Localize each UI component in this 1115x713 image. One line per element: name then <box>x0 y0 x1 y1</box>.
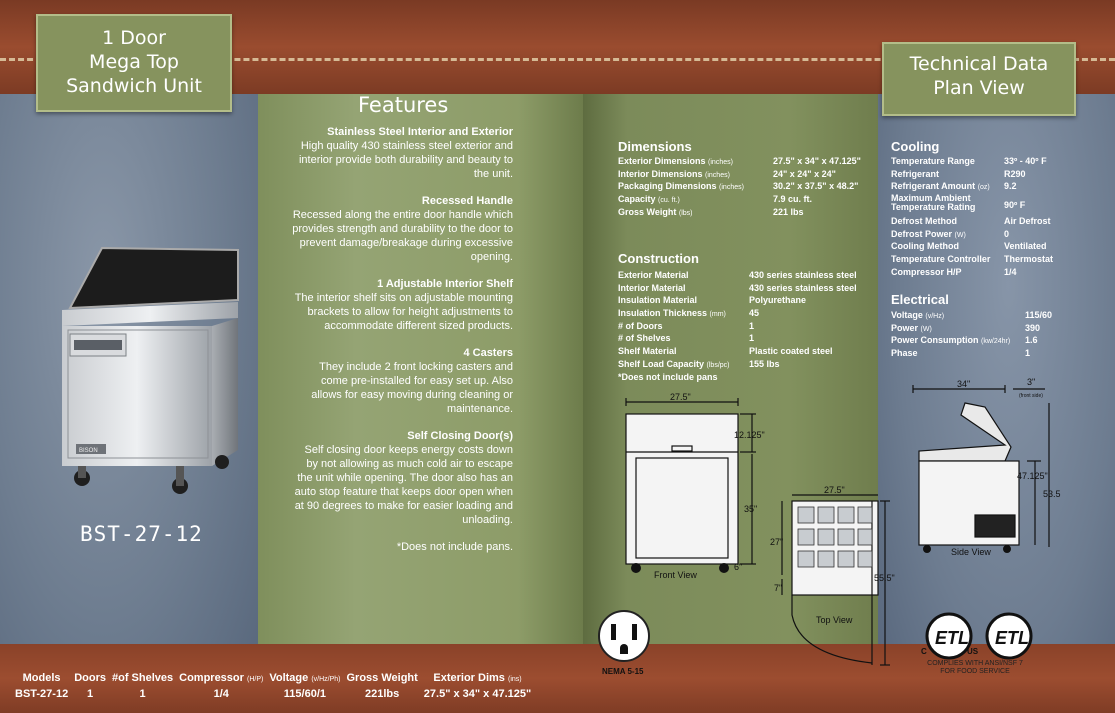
feature-text: High quality 430 stainless steel exterior and interior provide both durability and beauty to the unit. <box>298 140 513 180</box>
spec-row <box>618 359 857 372</box>
spec-value: 115/60 <box>1025 310 1053 320</box>
dimension-note: (front side) <box>1019 393 1043 399</box>
spec-label: Refrigerant Amount <box>891 181 976 192</box>
spec-label: Cooling Method <box>891 241 959 252</box>
product-title-line: Sandwich Unit <box>66 75 202 97</box>
features-list <box>290 125 513 567</box>
spec-label: Gross Weight <box>618 206 677 217</box>
dimension-label: 53.5 <box>1043 489 1061 499</box>
spec-unit: (W) <box>954 231 966 239</box>
product-title-line: Mega Top <box>89 51 179 73</box>
spec-row <box>618 181 861 194</box>
svg-text:ETL: ETL <box>935 628 969 648</box>
spec-label: Phase <box>891 348 918 359</box>
spec-value: 27.5" x 34" x 47.125" <box>773 156 861 166</box>
spec-unit: (lbs/pc) <box>706 361 730 369</box>
spec-label: # of Shelves <box>618 333 671 344</box>
spec-row <box>891 348 1052 361</box>
spec-row <box>618 207 861 220</box>
spec-label: Insulation Material <box>618 295 698 306</box>
dimensions-title: Dimensions <box>618 139 692 154</box>
spec-unit: (inches) <box>708 159 733 166</box>
spec-label: Exterior Dimensions <box>618 156 706 166</box>
spec-label: Maximum Ambient Temperature Rating <box>891 193 976 213</box>
spec-label: Power Consumption <box>891 335 979 346</box>
spec-value: 90º F <box>1004 200 1026 211</box>
spec-row <box>891 229 1053 242</box>
dimension-label: 27.5" <box>824 485 845 495</box>
footer-header: Compressor <box>179 672 244 684</box>
spec-label: Defrost Power <box>891 228 953 239</box>
spec-value: 1 <box>1025 348 1031 359</box>
drawing-caption: Top View <box>816 615 853 625</box>
dimension-label: 3" <box>1027 377 1036 387</box>
footer-cell: 221lbs <box>365 688 400 700</box>
spec-row <box>618 346 857 359</box>
brand-badge: BISON <box>79 448 98 454</box>
spec-value: 0 <box>1004 228 1010 239</box>
spec-row <box>891 335 1052 348</box>
spec-row <box>618 308 857 321</box>
spec-row <box>891 194 1053 216</box>
dimension-label: 27.5" <box>670 392 691 402</box>
feature-heading: Recessed Handle <box>421 195 513 207</box>
spec-label: Compressor H/P <box>891 266 962 277</box>
footer-cell: 1/4 <box>213 688 229 700</box>
spec-value: 221 lbs <box>773 206 804 217</box>
spec-label: Insulation Thickness <box>618 308 708 319</box>
drawing-caption: Side View <box>951 547 991 557</box>
footer-header-row <box>12 670 534 686</box>
spec-label: Shelf Material <box>618 346 677 357</box>
spec-value: Ventilated <box>1004 241 1047 252</box>
dimension-label: 47.125" <box>1017 471 1048 481</box>
footer-header: Exterior Dims <box>433 672 505 684</box>
dimension-label: 7" <box>774 583 783 593</box>
spec-value: 430 series stainless steel <box>749 282 857 293</box>
spec-row <box>618 270 857 283</box>
spec-row <box>618 295 857 308</box>
spec-row <box>618 333 857 346</box>
feature-heading: Self Closing Door(s) <box>407 430 513 442</box>
footer-header-unit: (ins) <box>507 676 522 683</box>
cert-mark: US <box>967 647 979 656</box>
footer-cell: 27.5" x 34" x 47.125" <box>423 688 532 700</box>
spec-label: Temperature Controller <box>891 254 991 265</box>
spec-label: Temperature Range <box>891 156 975 166</box>
spec-row <box>891 156 1053 169</box>
svg-text:ETL: ETL <box>995 628 1029 648</box>
footer-header: Doors <box>74 672 106 684</box>
spec-unit: (v/Hz) <box>925 313 945 320</box>
spec-value: 1 <box>749 333 755 344</box>
dimension-label: 12.125" <box>734 430 765 440</box>
spec-value: Thermostat <box>1004 254 1054 265</box>
top-view-drawing <box>770 485 895 670</box>
dimension-label: 35" <box>744 504 758 514</box>
spec-value: 1/4 <box>1004 266 1017 277</box>
spec-row <box>618 169 861 182</box>
footer-cell: 115/60/1 <box>283 688 327 700</box>
spec-value: R290 <box>1004 168 1026 179</box>
feature-heading: 1 Adjustable Interior Shelf <box>377 278 513 290</box>
spec-value: 390 <box>1025 322 1041 333</box>
construction-note: *Does not include pans <box>618 372 718 382</box>
spec-value: 24" x 24" x 24" <box>773 168 836 179</box>
spec-label: Voltage <box>891 310 923 320</box>
feature-heading: 4 Casters <box>463 347 513 359</box>
cooling-title: Cooling <box>891 139 940 154</box>
footer-data-row <box>12 686 534 702</box>
spec-label: Interior Material <box>618 282 686 293</box>
footer-cell: 1 <box>87 688 94 700</box>
spec-row <box>891 241 1053 254</box>
feature-heading: Stainless Steel Interior and Exterior <box>327 126 513 138</box>
spec-unit: (kw/24hr) <box>981 338 1011 346</box>
spec-value: 30.2" x 37.5" x 48.2" <box>773 181 859 192</box>
spec-row <box>891 323 1052 336</box>
plug-label: NEMA 5-15 <box>602 667 644 676</box>
spec-unit: (cu. ft.) <box>658 197 680 205</box>
spec-row <box>618 321 857 334</box>
dimension-label: 6" <box>734 562 743 572</box>
spec-value: 7.9 cu. ft. <box>773 194 813 205</box>
spec-label: # of Doors <box>618 320 663 331</box>
footer-model-table <box>12 670 534 702</box>
spec-unit: (oz) <box>977 184 990 192</box>
spec-label: Exterior Material <box>618 270 689 280</box>
spec-value: Air Defrost <box>1004 216 1051 227</box>
spec-value: Polyurethane <box>749 295 807 306</box>
technical-title-line: Plan View <box>933 77 1025 99</box>
spec-value: 9.2 <box>1004 181 1017 192</box>
electrical-title: Electrical <box>891 292 949 307</box>
spec-label: Packaging Dimensions <box>618 181 717 192</box>
spec-label: Interior Dimensions <box>618 168 703 179</box>
footer-cell: BST-27-12 <box>15 688 69 700</box>
dimension-label: 55.5" <box>874 573 895 583</box>
footer-header-unit: (v/Hz/Ph) <box>311 676 341 683</box>
feature-text: Recessed along the entire door handle which provides strength and durability to the door to prevent damage/breakage during excessive opening. <box>292 209 513 263</box>
product-title-line: 1 Door <box>102 27 166 49</box>
footer-header-unit: (H/P) <box>246 676 264 683</box>
product-title-box <box>36 14 232 112</box>
features-title: Features <box>358 93 449 117</box>
spec-unit: (mm) <box>709 311 726 319</box>
spec-label: Capacity <box>618 194 656 205</box>
spec-unit: (inches) <box>719 184 744 192</box>
dimensions-table <box>618 156 861 219</box>
spec-row <box>891 216 1053 229</box>
dimension-label: 34" <box>957 379 971 389</box>
spec-row <box>891 267 1053 280</box>
spec-label: Shelf Load Capacity <box>618 358 705 369</box>
footer-header: Models <box>22 672 61 684</box>
features-footnote: *Does not include pans. <box>396 541 513 553</box>
spec-row <box>618 194 861 207</box>
spec-row <box>618 283 857 296</box>
spec-row <box>891 169 1053 182</box>
spec-unit: (inches) <box>705 171 730 179</box>
construction-title: Construction <box>618 251 699 266</box>
spec-unit: (W) <box>920 325 932 333</box>
cooling-table <box>891 156 1053 280</box>
side-view-drawing <box>905 375 1065 560</box>
footer-cell: 1 <box>139 688 146 700</box>
dimension-label: 27" <box>770 537 784 547</box>
front-view-drawing <box>600 392 790 587</box>
technical-title-line: Technical Data <box>909 53 1049 75</box>
spec-value: Plastic coated steel <box>749 346 833 357</box>
spec-value: 45 <box>749 308 760 319</box>
spec-label: Defrost Method <box>891 216 957 227</box>
drawing-caption: Front View <box>654 570 697 580</box>
feature-text: Self closing door keeps energy costs down by not allowing as much cold air to escape the unit while opening. The door also has an auto stop feature that keeps door open when at 90 degrees to make for easier loading and unloading. <box>294 444 513 526</box>
construction-table <box>618 270 857 372</box>
cert-mark: C <box>921 647 927 656</box>
technical-title-box <box>882 42 1076 116</box>
spec-row <box>891 254 1053 267</box>
spec-value: 155 lbs <box>749 358 780 369</box>
spec-label: Refrigerant <box>891 168 940 179</box>
feature-text: They include 2 front locking casters and come pre-installed for easy set up. Also allows for easy moving during cleaning or maintenance. <box>311 361 513 415</box>
spec-unit: (lbs) <box>678 209 693 217</box>
footer-header: Gross Weight <box>346 672 418 684</box>
spec-value: 430 series stainless steel <box>749 270 857 280</box>
spec-value: 33º - 40º F <box>1004 156 1047 166</box>
spec-row <box>618 156 861 169</box>
spec-label: Power <box>891 322 919 333</box>
electrical-table <box>891 310 1052 361</box>
spec-row <box>891 310 1052 323</box>
product-image <box>40 240 250 500</box>
compliance-text: COMPLIES WITH ANSI/NSF 7 FOR FOOD SERVICE <box>927 660 1023 675</box>
feature-text: The interior shelf sits on adjustable mounting brackets to allow for height adjustments to accommodate different sized products. <box>294 292 513 332</box>
plug-icon <box>596 608 656 676</box>
spec-value: 1 <box>749 320 755 331</box>
model-label: BST-27-12 <box>80 522 203 546</box>
footer-header: #of Shelves <box>111 672 174 684</box>
spec-value: 1.6 <box>1025 335 1038 346</box>
footer-header: Voltage <box>269 672 309 684</box>
